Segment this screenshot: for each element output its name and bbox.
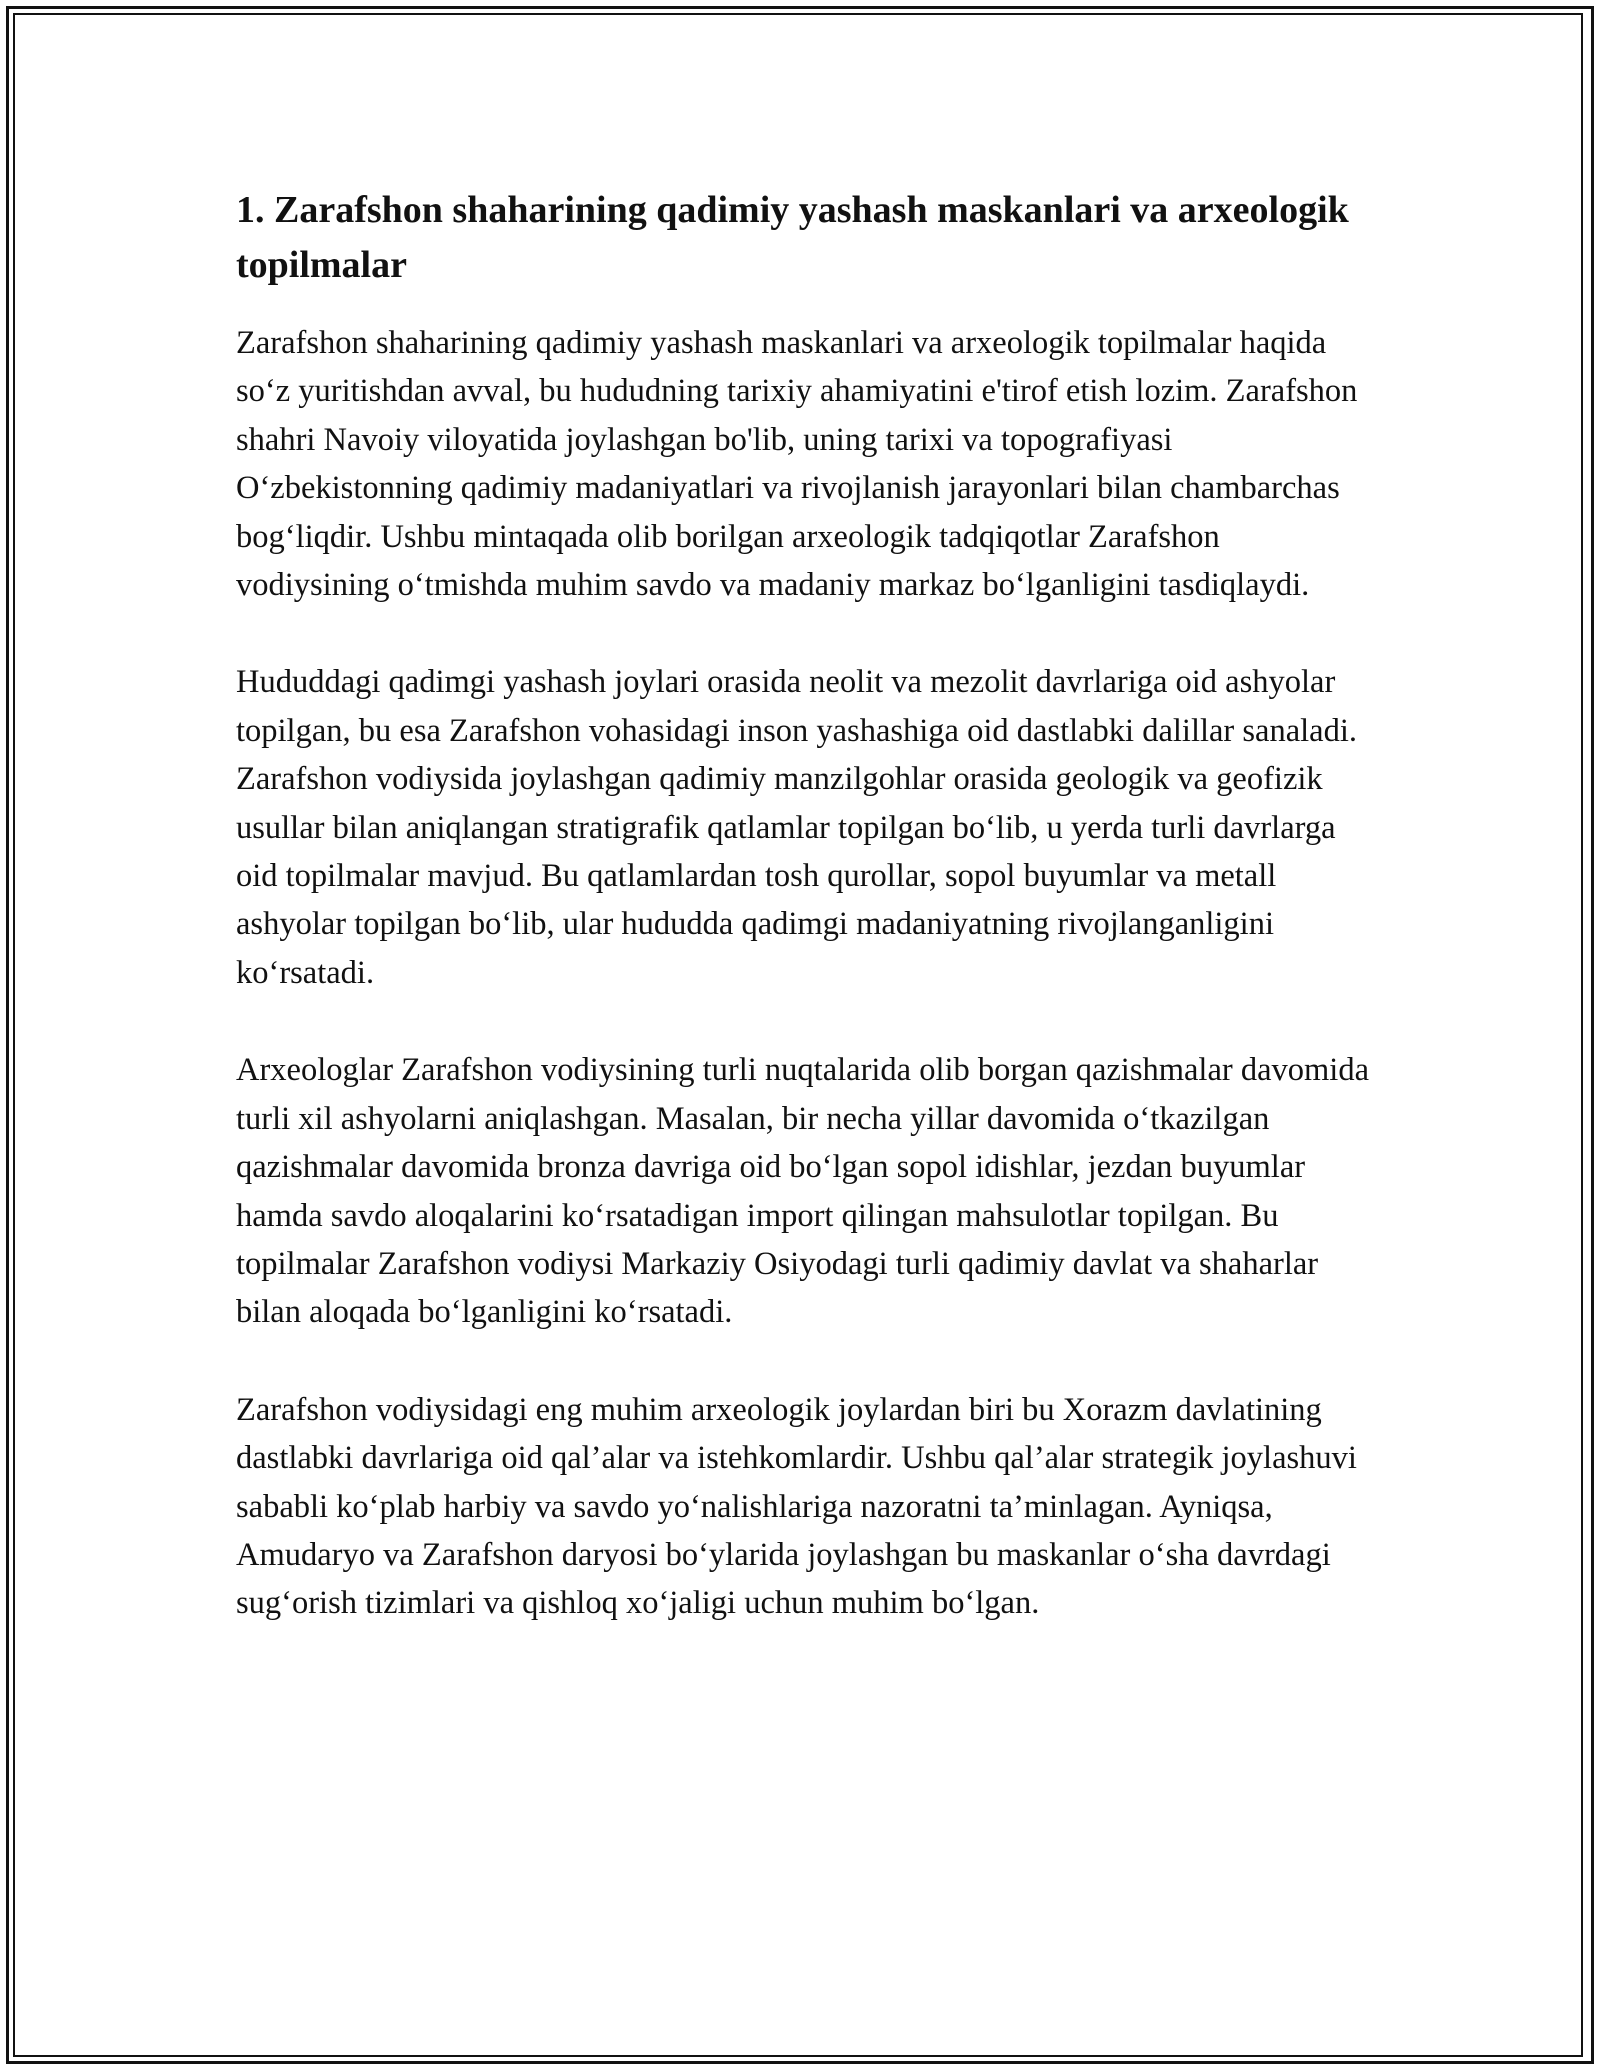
paragraph-3: Arxeologlar Zarafshon vodiysining turli nuqtalarida olib borgan qazishmalar davomida turli xil ashyolarni aniqlashgan. Masalan, bir necha yillar davomida o‘tkazilgan qazishmalar davomida bronza davriga oid bo‘lgan sopol idishlar, jezdan buyumlar hamda savdo aloqalarini ko‘rsatadigan import qilingan mahsulotlar topilgan. Bu topilmalar Zarafshon vodiysi Markaziy Osiyodagi turli qadimiy davlat va shaharlar bilan aloqada bo‘lganligini ko‘rsatadi.	[236, 1052, 1369, 1331]
paragraph-2: Hududdagi qadimgi yashash joylari orasida neolit va mezolit davrlariga oid ashyolar topilgan, bu esa Zarafshon vohasidagi inson yashashiga oid dastlabki dalillar sanaladi. Zarafshon vodiysida joylashgan qadimiy manzilgohlar orasida geologik va geofizik usullar bilan aniqlangan stratigrafik qatlamlar topilgan bo‘lib, u yerda turli davrlarga oid topilmalar mavjud. Bu qatlamlardan tosh qurollar, sopol buyumlar va metall ashyolar topilgan bo‘lib, ular hududda qadimgi madaniyatning rivojlanganligini ko‘rsatadi.	[236, 664, 1357, 991]
section-heading: 1. Zarafshon shaharining qadimiy yashash maskanlari va arxeologik topilmalar	[236, 189, 1349, 286]
document-body	[236, 183, 1371, 1677]
paragraph-4: Zarafshon vodiysidagi eng muhim arxeologik joylardan biri bu Xorazm davlatining dastlabki davrlariga oid qal’alar va istehkomlardir. Ushbu qal’alar strategik joylashuvi sababli ko‘plab harbiy va savdo yo‘nalishlariga nazoratni ta’minlagan. Ayniqsa, Amudaryo va Zarafshon daryosi bo‘ylarida joylashgan bu maskanlar o‘sha davrdagi sug‘orish tizimlari va qishloq xo‘jaligi uchun muhim bo‘lgan.	[236, 1391, 1357, 1622]
paragraph-1: Zarafshon shaharining qadimiy yashash maskanlari va arxeologik topilmalar haqida so‘z yuritishdan avval, bu hududning tarixiy ahamiyatini e'tirof etish lozim. Zarafshon shahri Navoiy viloyatida joylashgan bo'lib, uning tarixi va topografiyasi O‘zbekistonning qadimiy madaniyatlari va rivojlanish jarayonlari bilan chambarchas bog‘liqdir. Ushbu mintaqada olib borilgan arxeologik tadqiqotlar Zarafshon vodiysining o‘tmishda muhim savdo va madaniy markaz bo‘lganligini tasdiqlaydi.	[236, 325, 1358, 604]
